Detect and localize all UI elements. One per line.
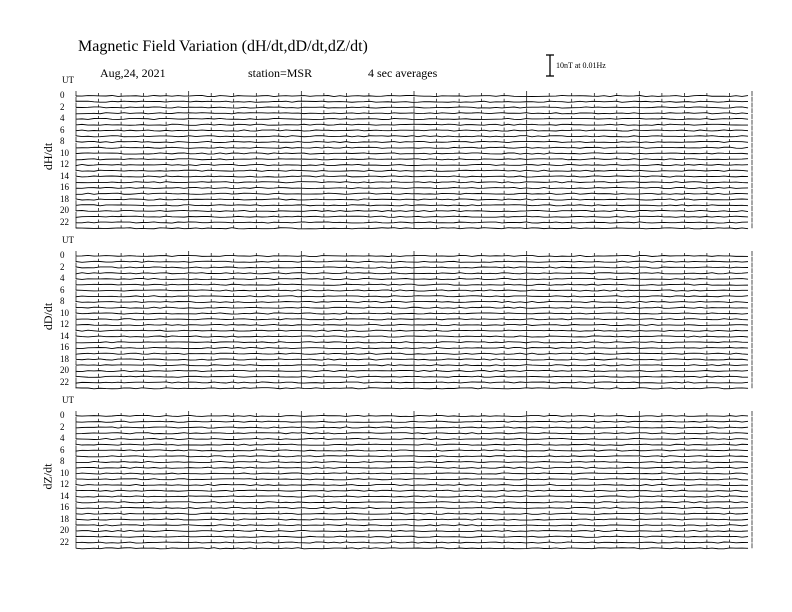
trace-line xyxy=(76,456,748,457)
station-label: station=MSR xyxy=(248,66,313,80)
hour-label: 0 xyxy=(60,410,65,420)
trace-line xyxy=(76,479,748,480)
trace-line xyxy=(76,176,748,177)
panel-dh-dt xyxy=(76,91,752,229)
hour-label: 6 xyxy=(60,444,65,455)
trace-line xyxy=(76,124,748,125)
trace-line xyxy=(76,496,748,497)
hour-label: 10 xyxy=(60,307,69,318)
hour-label: 22 xyxy=(60,376,69,387)
trace-line xyxy=(76,353,748,354)
panel-dz-dt xyxy=(76,411,752,549)
date-label: Aug,24, 2021 xyxy=(100,66,166,80)
trace-line xyxy=(76,267,748,268)
hour-label: 8 xyxy=(60,296,65,306)
trace-line xyxy=(76,347,748,348)
trace-line xyxy=(76,433,748,434)
hour-label: 18 xyxy=(60,193,69,204)
trace-line xyxy=(76,365,748,366)
hour-label: 20 xyxy=(60,525,69,535)
trace-line xyxy=(76,261,748,262)
trace-line xyxy=(76,216,748,217)
trace-line xyxy=(76,525,748,526)
trace-line xyxy=(76,490,748,491)
hour-label: 6 xyxy=(60,124,65,135)
hour-label: 18 xyxy=(60,353,69,364)
trace-line xyxy=(76,296,748,297)
hour-label: 14 xyxy=(60,330,69,341)
trace-line xyxy=(76,421,748,422)
trace-line xyxy=(76,136,748,137)
hour-label: 10 xyxy=(60,147,69,158)
trace-line xyxy=(76,513,748,514)
trace-line xyxy=(76,444,748,445)
hour-label: 2 xyxy=(60,101,65,112)
hour-label: 8 xyxy=(60,136,65,146)
trace-line xyxy=(76,164,748,165)
panel-ylabel: dD/dt xyxy=(40,302,55,331)
trace-line xyxy=(76,290,748,291)
chart-title: Magnetic Field Variation (dH/dt,dD/dt,dZ/dt) xyxy=(78,38,368,55)
hour-label: 2 xyxy=(60,261,65,272)
hour-label: 14 xyxy=(60,170,69,181)
hour-label: 4 xyxy=(60,433,65,443)
hour-label: 12 xyxy=(60,479,69,489)
hour-label: 20 xyxy=(60,205,69,215)
hour-label: 10 xyxy=(60,467,69,478)
trace-line xyxy=(76,130,748,131)
hour-label: 12 xyxy=(60,319,69,329)
trace-line xyxy=(76,307,748,308)
trace-line xyxy=(76,473,748,474)
trace-line xyxy=(76,153,748,154)
ut-label: UT xyxy=(62,235,74,245)
trace-line xyxy=(76,255,748,256)
trace-line xyxy=(76,415,748,416)
trace-line xyxy=(76,107,748,108)
trace-line xyxy=(76,159,748,160)
trace-line xyxy=(76,210,748,211)
hour-label: 22 xyxy=(60,216,69,227)
trace-line xyxy=(76,147,748,148)
trace-line xyxy=(76,118,748,119)
hour-label: 16 xyxy=(60,182,69,192)
trace-line xyxy=(76,359,748,360)
hour-label: 4 xyxy=(60,273,65,283)
trace-line xyxy=(76,199,748,200)
trace-line xyxy=(76,427,748,428)
hour-label: 6 xyxy=(60,284,65,295)
panel-ylabel: dZ/dt xyxy=(40,463,55,490)
trace-line xyxy=(76,519,748,520)
hour-label: 12 xyxy=(60,159,69,169)
trace-line xyxy=(76,301,748,302)
hour-label: 2 xyxy=(60,421,65,432)
trace-line xyxy=(76,548,748,549)
trace-line xyxy=(76,273,748,274)
hour-label: 14 xyxy=(60,490,69,501)
trace-line xyxy=(76,461,748,462)
trace-line xyxy=(76,324,748,325)
trace-line xyxy=(76,382,748,383)
trace-line xyxy=(76,193,748,194)
trace-line xyxy=(76,222,748,223)
trace-line xyxy=(76,330,748,331)
trace-line xyxy=(76,187,748,188)
trace-line xyxy=(76,542,748,543)
hour-label: 0 xyxy=(60,90,65,100)
trace-line xyxy=(76,336,748,337)
trace-line xyxy=(76,388,748,389)
trace-line xyxy=(76,484,748,485)
trace-line xyxy=(76,228,748,229)
trace-line xyxy=(76,319,748,320)
trace-line xyxy=(76,438,748,439)
trace-line xyxy=(76,530,748,531)
trace-line xyxy=(76,502,748,503)
scale-bar-label: 10nT at 0.01Hz xyxy=(556,61,606,70)
trace-line xyxy=(76,313,748,314)
trace-line xyxy=(76,170,748,171)
hour-label: 18 xyxy=(60,513,69,524)
trace-line xyxy=(76,101,748,102)
hour-label: 4 xyxy=(60,113,65,123)
hour-label: 16 xyxy=(60,342,69,352)
trace-line xyxy=(76,450,748,451)
scale-bar xyxy=(546,55,554,76)
trace-line xyxy=(76,376,748,377)
trace-line xyxy=(76,113,748,114)
averaging-label: 4 sec averages xyxy=(368,66,438,80)
hour-label: 22 xyxy=(60,536,69,547)
trace-line xyxy=(76,278,748,279)
trace-line xyxy=(76,284,748,285)
trace-line xyxy=(76,507,748,508)
trace-line xyxy=(76,342,748,343)
trace-line xyxy=(76,467,748,468)
hour-label: 0 xyxy=(60,250,65,260)
ut-label: UT xyxy=(62,75,74,85)
hour-label: 20 xyxy=(60,365,69,375)
trace-line xyxy=(76,182,748,183)
trace-line xyxy=(76,205,748,206)
hour-label: 8 xyxy=(60,456,65,466)
trace-line xyxy=(76,141,748,142)
panel-dd-dt xyxy=(76,251,752,389)
trace-line xyxy=(76,370,748,371)
panel-ylabel: dH/dt xyxy=(40,142,55,171)
ut-label: UT xyxy=(62,395,74,405)
trace-line xyxy=(76,536,748,537)
hour-label: 16 xyxy=(60,502,69,512)
trace-line xyxy=(76,95,748,96)
